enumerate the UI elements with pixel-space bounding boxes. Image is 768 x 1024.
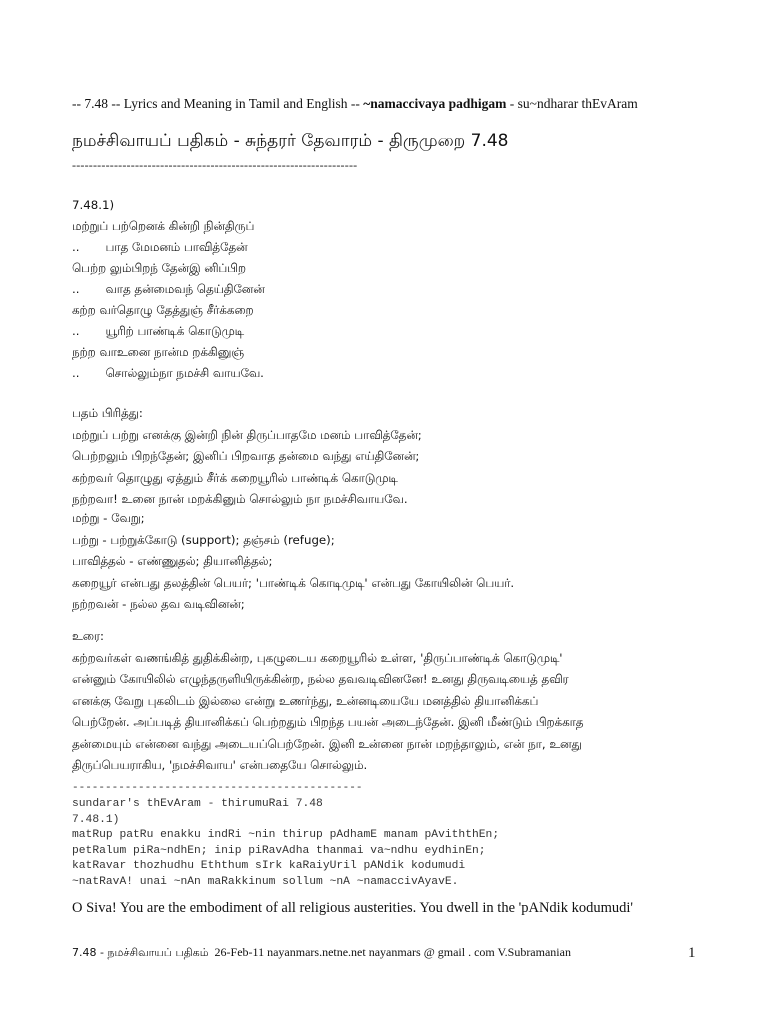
header-bold-title: ~namaccivaya padhigam bbox=[363, 96, 507, 111]
indent-mark: .. bbox=[72, 240, 80, 254]
word-split-heading: பதம் பிரித்து: bbox=[72, 406, 143, 420]
footer-info: 26-Feb-11 nayanmars.netne.net nayanmars @ gmail . com V.Subramanian bbox=[214, 945, 571, 959]
glossary-line: பாவித்தல் - எண்ணுதல்; தியானித்தல்; bbox=[72, 554, 273, 568]
header-prefix: -- 7.48 -- Lyrics and Meaning in Tamil and English -- bbox=[72, 96, 364, 111]
verse-line: நற்ற வாஉனை நான்ம றக்கினுஞ் bbox=[72, 345, 244, 359]
header-suffix: - su~ndharar thEvAram bbox=[506, 96, 638, 111]
tamil-title: நமச்சிவாயப் பதிகம் - சுந்தரர் தேவாரம் - திருமுறை 7.48 bbox=[72, 131, 509, 151]
verse-block bbox=[72, 195, 712, 384]
commentary-heading: உரை: bbox=[72, 629, 104, 643]
commentary-line: திருப்பெயராகிய, 'நமச்சிவாய' என்பதையே சொல்லும். bbox=[72, 758, 368, 772]
verse-line: .. வாத தன்மைவந் தெய்தினேன் bbox=[72, 282, 265, 296]
transliteration-line: 7.48.1) bbox=[72, 813, 120, 826]
indent-mark: .. bbox=[72, 366, 80, 380]
indent-mark: .. bbox=[72, 324, 80, 338]
word-split-line: நற்றவா! உனை நான் மறக்கினும் சொல்லும் நா நமச்சிவாயவே. bbox=[72, 492, 408, 506]
commentary-line: பெற்றேன். அப்படித் தியானிக்கப் பெற்றதும் பிறந்த பயன் அடைந்தேன். இனி மீண்டும் பிறக்காத bbox=[72, 715, 584, 729]
glossary-line: மற்று - வேறு; bbox=[72, 511, 145, 525]
verse-line: .. சொல்லும்நா நமச்சி வாயவே. bbox=[72, 366, 264, 380]
transliteration-line: petRalum piRa~ndhEn; inip piRavAdha thanmai va~ndhu eydhinEn; bbox=[72, 844, 486, 857]
commentary-line: கற்றவர்கள் வணங்கித் துதிக்கின்ற, புகழுடைய கறையூரில் உள்ள, 'திருப்பாண்டிக் கொடுமுடி' bbox=[72, 650, 563, 665]
page-number: 1 bbox=[688, 945, 696, 961]
verse-line: மற்றுப் பற்றெனக் கின்றி நின்திருப் bbox=[72, 219, 255, 233]
transliteration-line: ~natRavA! unai ~nAn maRakkinum sollum ~nA ~namaccivAyavE. bbox=[72, 875, 459, 888]
glossary-line: பற்று - பற்றுக்கோடு (support); தஞ்சம் (refuge); bbox=[72, 532, 335, 547]
header-line bbox=[72, 94, 682, 114]
footer-tamil: 7.48 - நமச்சிவாயப் பதிகம் bbox=[72, 946, 209, 959]
divider-rule-short: -------------------------------------------- bbox=[72, 782, 363, 794]
commentary-line: தன்மையும் என்னை வந்து அடையப்பெற்றேன். இனி உன்னை நான் மறந்தாலும், என் நா, உனது bbox=[72, 736, 582, 751]
transliteration-block bbox=[72, 797, 712, 890]
glossary-line: கறையூர் என்பது தலத்தின் பெயர்; 'பாண்டிக் கொடிமுடி' என்பது கோயிலின் பெயர். bbox=[72, 575, 515, 590]
divider-rule: -------------------------------------------------------------------- bbox=[72, 158, 358, 172]
word-split-line: கற்றவர் தொழுது ஏத்தும் சீர்க் கறையூரில் பாண்டிக் கொடுமுடி bbox=[72, 470, 398, 485]
glossary-line: நற்றவன் - நல்ல தவ வடிவினன்; bbox=[72, 597, 245, 611]
word-split-block bbox=[72, 403, 712, 511]
word-split-line: பெற்றலும் பிறந்தேன்; இனிப் பிறவாத தன்மை வந்து எய்தினேன்; bbox=[72, 449, 420, 463]
word-split-line: மற்றுப் பற்று எனக்கு இன்றி நின் திருப்பாதமே மனம் பாவித்தேன்; bbox=[72, 427, 422, 442]
english-meaning: O Siva! You are the embodiment of all religious austerities. You dwell in the 'pANdik kodumudi' bbox=[72, 900, 634, 916]
verse-line: .. பாத மேமனம் பாவித்தேன் bbox=[72, 240, 248, 254]
verse-line: பெற்ற லும்பிறந் தேன்இ னிப்பிற bbox=[72, 261, 246, 275]
page-footer bbox=[72, 945, 712, 961]
verse-line: .. யூரிற் பாண்டிக் கொடுமுடி bbox=[72, 324, 245, 338]
transliteration-line: matRup patRu enakku indRi ~nin thirup pAdhamE manam pAviththEn; bbox=[72, 829, 500, 841]
transliteration-line: katRavar thozhudhu Eththum sIrk kaRaiyUril pANdik kodumudi bbox=[72, 860, 466, 872]
commentary-block bbox=[72, 626, 712, 777]
verse-line: கற்ற வர்தொழு தேத்துஞ் சீர்க்கறை bbox=[72, 303, 254, 317]
indent-mark: .. bbox=[72, 282, 80, 296]
commentary-line: எனக்கு வேறு புகலிடம் இல்லை என்று உணர்ந்து, உன்னடியையே மனத்தில் தியானிக்கப் bbox=[72, 693, 539, 708]
transliteration-line: sundarar's thEvAram - thirumuRai 7.48 bbox=[72, 798, 323, 810]
verse-number: 7.48.1) bbox=[72, 198, 115, 212]
commentary-line: என்னும் கோயிலில் எழுந்தருளியிருக்கின்ற, நல்ல தவவடிவினனே! உனது திருவடியைத் தவிர bbox=[72, 672, 569, 686]
glossary-block bbox=[72, 508, 712, 616]
